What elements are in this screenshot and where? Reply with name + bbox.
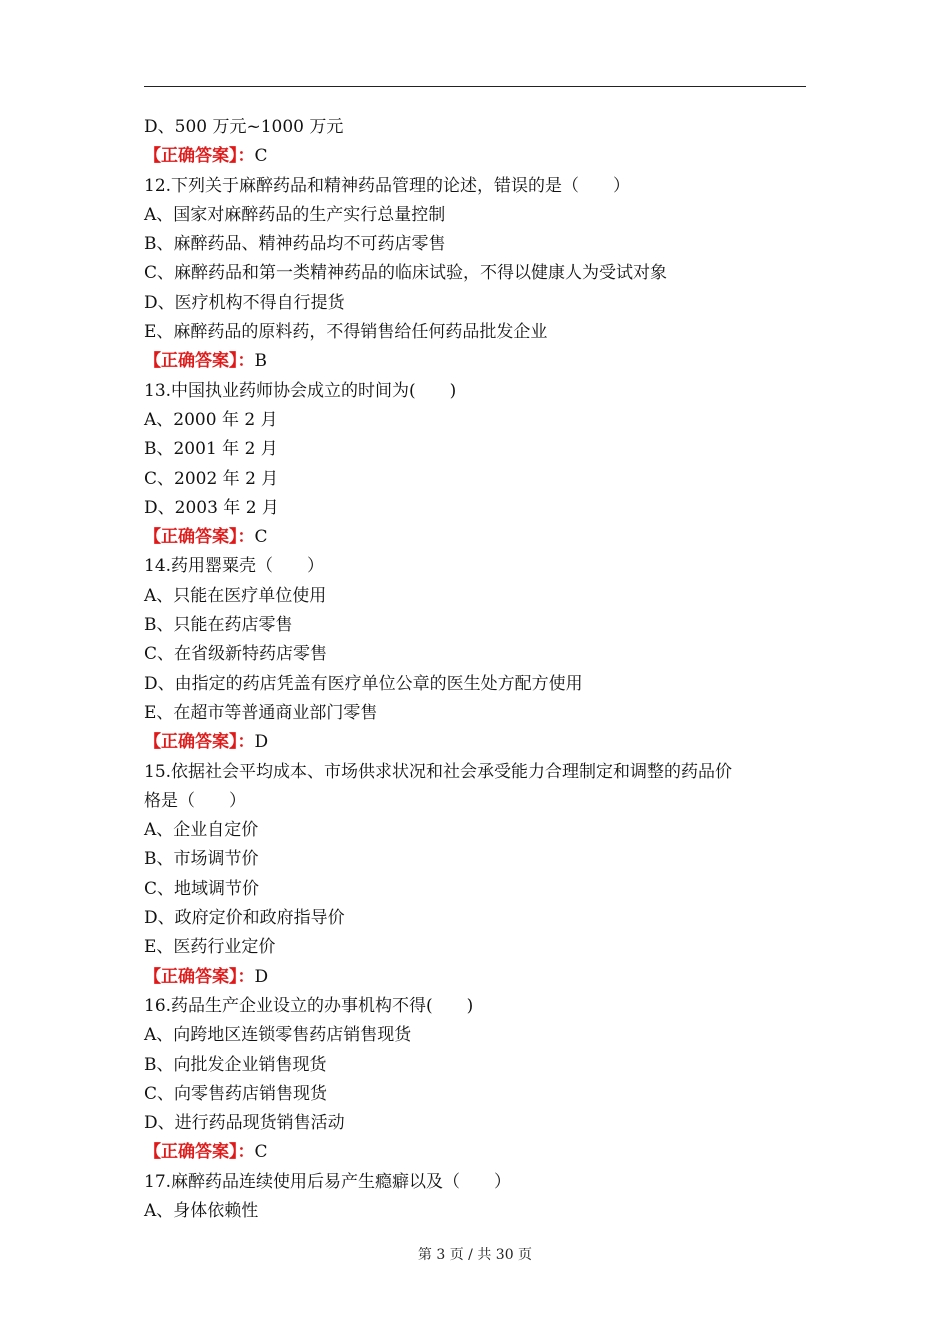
option-text: B、向批发企业销售现货 [144,1054,327,1075]
option-text: B、麻醉药品、精神药品均不可药店零售 [144,234,446,255]
option-text: C、2002 年 2 月 [144,468,279,489]
question-text: 13.中国执业药师协会成立的时间为( ) [144,380,457,401]
question-text: 12.下列关于麻醉药品和精神药品管理的论述，错误的是（ ） [144,175,631,196]
option-text: A、身体依赖性 [144,1200,259,1221]
option-text: B、只能在药店零售 [144,615,293,636]
option-text: D、医疗机构不得自行提货 [144,292,345,313]
answer-value: C [254,527,268,548]
answer-label: 【正确答案】： [144,146,255,167]
option-text: A、只能在医疗单位使用 [144,585,327,606]
answer-line [144,142,814,171]
answer-value: C [254,146,268,167]
answer-value: C [254,1142,268,1163]
option-text: B、市场调节价 [144,849,259,870]
option-text: A、向跨地区连锁零售药店销售现货 [144,1025,412,1046]
answer-line [144,523,814,552]
option-text: D、由指定的药店凭盖有医疗单位公章的医生处方配方使用 [144,673,583,694]
question-text: 格是（ ） [144,790,246,811]
question-text: 15.依据社会平均成本、市场供求状况和社会承受能力合理制定和调整的药品价 [144,761,733,782]
option-text: D、政府定价和政府指导价 [144,908,345,929]
answer-label: 【正确答案】： [144,732,255,753]
page-footer: 第 3 页 / 共 30 页 [417,1247,533,1263]
option-text: E、医药行业定价 [144,937,276,958]
option-text: C、在省级新特药店零售 [144,644,328,665]
question-text: 16.药品生产企业设立的办事机构不得( ) [144,995,474,1016]
answer-line [144,347,814,376]
answer-label: 【正确答案】： [144,527,255,548]
answer-label: 【正确答案】： [144,351,255,372]
option-text: C、地域调节价 [144,878,260,899]
answer-line [144,963,814,992]
option-text: D、2003 年 2 月 [144,497,279,518]
answer-value: D [254,966,269,987]
option-text: A、企业自定价 [144,820,259,841]
option-text: D、500 万元~1000 万元 [144,117,344,137]
option-text: C、麻醉药品和第一类精神药品的临床试验，不得以健康人为受试对象 [144,263,668,284]
option-text: A、2000 年 2 月 [144,409,278,430]
answer-label: 【正确答案】： [144,1142,255,1163]
header-rule [144,86,806,87]
question-text: 14.药用罂粟壳（ ） [144,556,325,577]
option-text: E、麻醉药品的原料药，不得销售给任何药品批发企业 [144,322,548,343]
option-text: B、2001 年 2 月 [144,439,278,460]
answer-value: D [254,732,269,753]
answer-line [144,728,814,757]
option-text: E、在超市等普通商业部门零售 [144,702,378,723]
answer-line [144,1138,814,1167]
option-text: A、国家对麻醉药品的生产实行总量控制 [144,204,446,225]
document-body [144,113,814,1226]
option-text: C、向零售药店销售现货 [144,1083,328,1104]
question-text: 17.麻醉药品连续使用后易产生瘾癖以及（ ） [144,1171,512,1192]
answer-value: B [254,351,267,372]
answer-label: 【正确答案】： [144,966,255,987]
option-text: D、进行药品现货销售活动 [144,1113,345,1134]
